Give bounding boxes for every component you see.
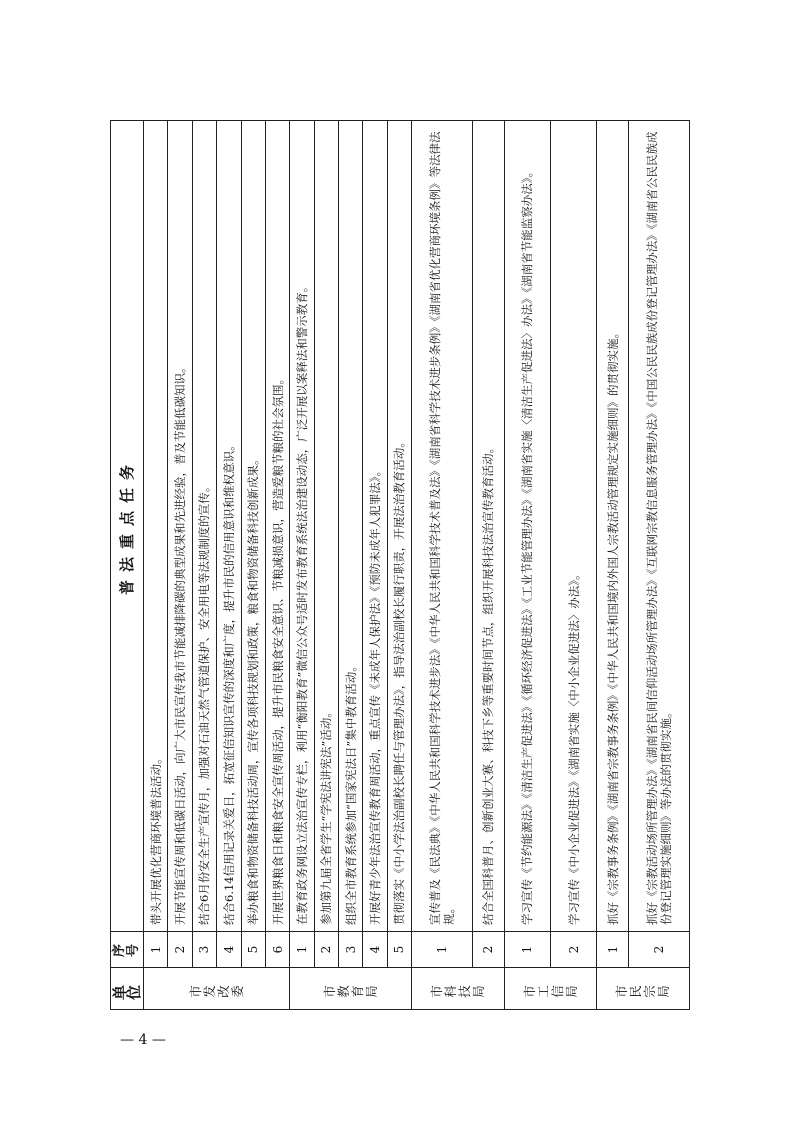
unit-cell: 市发改委	[144, 968, 290, 1010]
task-cell: 抓好《宗教事务条例》《湖南省宗教事务条例》《中华人民共和国境内外国人宗教活动管理规定实施细则》的贯彻实施。	[597, 121, 629, 932]
task-cell: 开展节能宣传周和低碳日活动，向广大市民宣传我市节能减排降碳的典型成果和先进经验，普及节能低碳知识。	[168, 121, 192, 932]
table-header-row	[111, 121, 144, 1010]
seq-header: 序号	[111, 932, 144, 968]
unit-cell: 市教育局	[290, 968, 412, 1010]
task-cell: 学习宣传《节约能源法》《清洁生产促进法》《循环经济促进法》《工业节能管理办法》《湖南省实施〈清洁生产促进法〉办法》《湖南省节能监察办法》。	[504, 121, 550, 932]
seq-cell: 1	[597, 932, 629, 968]
task-cell: 举办粮食和物资储备科技活动周，宣传各项科技规划和政策，粮食和物资储备科技创新成果。	[241, 121, 265, 932]
task-cell: 抓好《宗教活动场所管理办法》《湖南省民间信仰活动场所管理办法》《互联网宗教信息服务管理办法》《中国公民民族成份登记管理办法》《湖南省公民民族成份登记管理实施细则》等办法的贯彻实施。	[628, 121, 689, 932]
seq-cell: 3	[192, 932, 216, 968]
task-cell: 结合6月份安全生产宣传月，加强对石油天然气管道保护、安全用电等法规制度的宣传。	[192, 121, 216, 932]
seq-cell: 6	[265, 932, 289, 968]
table-row	[597, 121, 629, 1010]
seq-cell: 3	[339, 932, 363, 968]
seq-cell: 1	[144, 932, 168, 968]
task-cell: 贯彻落实《中小学法治副校长聘任与管理办法》，指导法治副校长履行职责，开展法治教育活动。	[387, 121, 411, 932]
table-row	[363, 121, 387, 1010]
seq-cell: 2	[168, 932, 192, 968]
table-row	[473, 121, 505, 1010]
task-cell: 组织全市教育系统参加“国家宪法日”集中教育活动。	[339, 121, 363, 932]
table-row	[551, 121, 597, 1010]
table-row	[290, 121, 314, 1010]
task-cell: 开展好青少年法治宣传教育周活动，重点宣传《未成年人保护法》《预防未成年人犯罪法》。	[363, 121, 387, 932]
unit-header: 单位	[111, 968, 144, 1010]
law-tasks-table	[110, 120, 690, 1010]
task-cell: 结合全国科普月、创新创业大赛、科技下乡等重要时间节点，组织开展科技法治宣传教育活动。	[473, 121, 505, 932]
unit-cell: 市民宗局	[597, 968, 690, 1010]
seq-cell: 5	[387, 932, 411, 968]
seq-cell: 1	[290, 932, 314, 968]
seq-cell: 1	[504, 932, 550, 968]
table-row	[217, 121, 241, 1010]
table-row	[412, 121, 473, 1010]
seq-cell: 4	[217, 932, 241, 968]
task-cell: 带头开展优化营商环境普法活动。	[144, 121, 168, 932]
seq-cell: 5	[241, 932, 265, 968]
rotated-table-container	[110, 120, 690, 1010]
task-cell: 结合6.14信用记录关爱日，拓宽征信知识宣传的深度和广度，提升市民的信用意识和维权意识。	[217, 121, 241, 932]
seq-cell: 1	[412, 932, 473, 968]
task-cell: 开展世界粮食日和粮食安全宣传周活动，提升市民粮食安全意识、节粮减损意识，营造爱粮节粮的社会氛围。	[265, 121, 289, 932]
page-number: — 4 —	[120, 1032, 166, 1048]
task-cell: 宣传普及《民法典》《中华人民共和国科学技术进步法》《中华人民共和国科学技术普及法》《湖南省科学技术进步条例》《湖南省优化营商环境条例》等法律法规。	[412, 121, 473, 932]
table-row	[168, 121, 192, 1010]
seq-cell: 4	[363, 932, 387, 968]
table-row	[314, 121, 338, 1010]
table-row	[241, 121, 265, 1010]
table-row	[387, 121, 411, 1010]
table-row	[504, 121, 550, 1010]
task-cell: 参加第九届全省学生“学宪法讲宪法”活动。	[314, 121, 338, 932]
seq-cell: 2	[314, 932, 338, 968]
table-row	[192, 121, 216, 1010]
task-cell: 在教育政务网设立法治宣传专栏，利用“衡阳教育”微信公众号适时发布教育系统法治建设动态，广泛开展以案释法和警示教育。	[290, 121, 314, 932]
table-body	[144, 121, 690, 1010]
unit-cell: 市工信局	[504, 968, 597, 1010]
seq-cell: 2	[628, 932, 689, 968]
seq-cell: 2	[473, 932, 505, 968]
unit-cell: 市科技局	[412, 968, 505, 1010]
task-header: 普法重点任务	[111, 121, 144, 932]
task-cell: 学习宣传《中小企业促进法》《湖南省实施〈中小企业促进法〉办法》。	[551, 121, 597, 932]
table-row	[265, 121, 289, 1010]
table-row	[628, 121, 689, 1010]
table-row	[144, 121, 168, 1010]
table-row	[339, 121, 363, 1010]
seq-cell: 2	[551, 932, 597, 968]
